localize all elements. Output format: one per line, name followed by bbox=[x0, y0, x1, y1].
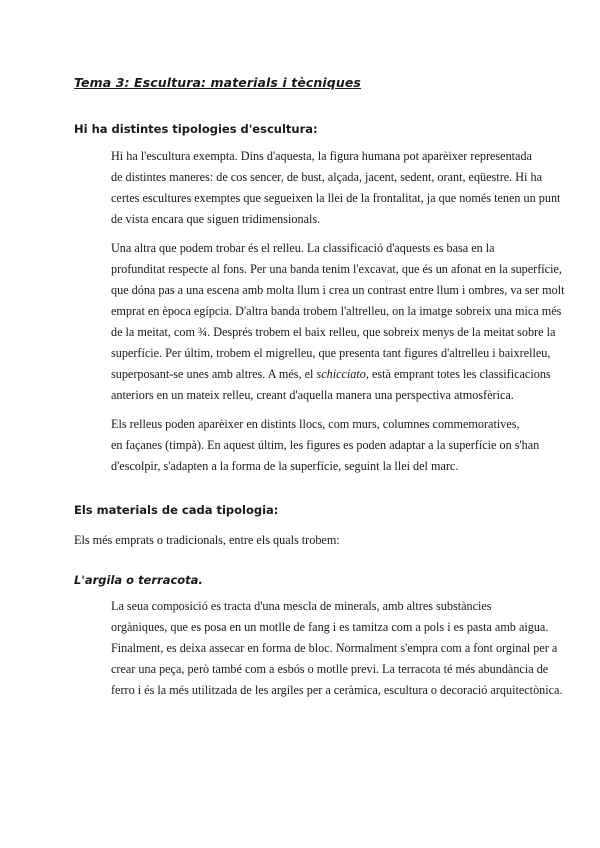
text-line: orgàniques, que es posa en un motlle de fang i es tamitza com a pols i es pasta amb aigua. bbox=[111, 620, 549, 634]
paragraph-llocs bbox=[74, 414, 540, 477]
italic-term: schicciato bbox=[316, 367, 366, 381]
text-line: de vista encara que siguen tridimensionals. bbox=[111, 212, 321, 226]
text-line: Els relleus poden aparèixer en distints llocs, com murs, columnes commemoratives, bbox=[111, 417, 520, 431]
text-line: de distintes maneres: de cos sencer, de bust, alçada, jacent, sedent, orant, eqüestre. Hi ha bbox=[111, 170, 542, 184]
text-line: Finalment, es deixa assecar en forma de bloc. Normalment s'empra com a font orginal per a bbox=[111, 641, 558, 655]
text-line: de la meitat, com ¾. Després trobem el baix relleu, que sobreix menys de la meitat sobre la bbox=[111, 325, 556, 339]
text-line-schicciato bbox=[74, 364, 551, 385]
paragraph-relleu bbox=[74, 238, 565, 406]
text-segment: , està emprant totes les classificacions bbox=[365, 367, 551, 381]
text-line: anteriors en un mateix relleu, creant d'aquella manera una perspectiva atmosfèrica. bbox=[111, 388, 514, 402]
paragraph-intro bbox=[74, 530, 529, 551]
paragraph-argila bbox=[74, 596, 563, 701]
text-line: crear una peça, però també com a esbós o motlle previ. La terracota té més abundància de bbox=[111, 662, 549, 676]
text-line: La seua composició es tracta d'una mescla de minerals, amb altres substàncies bbox=[111, 599, 492, 613]
text-line: Hi ha l'escultura exempta. Dins d'aquesta, la figura humana pot aparèixer representada bbox=[111, 149, 532, 163]
paragraph-exempta bbox=[74, 146, 561, 230]
text-line: superfície. Per últim, trobem el migrelleu, que presenta tant figures d'altrelleu i baixrelleu, bbox=[111, 346, 551, 360]
text-line: emprat en època egípcia. D'altra banda trobem l'altrelleu, on la imatge sobreix una mica més bbox=[111, 304, 562, 318]
text-line: profunditat respecte al fons. Per una banda tenim l'excavat, que és un afonat en la superfície, bbox=[111, 262, 562, 276]
text-line: d'escolpir, s'adapten a la forma de la superfície, seguint la llei del marc. bbox=[111, 459, 459, 473]
section-heading-typologies: Hi ha distintes tipologies d'escultura: bbox=[74, 122, 318, 136]
document-title: Tema 3: Escultura: materials i tècniques bbox=[74, 75, 361, 90]
text-segment: superposant-se unes amb altres. A més, el bbox=[111, 367, 317, 381]
section-heading-materials: Els materials de cada tipologia: bbox=[74, 503, 279, 517]
text-line: que dóna pas a una escena amb molta llum i crea un contrast entre llum i ombres, va ser molt bbox=[111, 283, 565, 297]
subheading-argila: L'argila o terracota. bbox=[74, 573, 203, 587]
text-line: en façanes (timpà). En aquest últim, les figures es poden adaptar a la superfície on s'han bbox=[111, 438, 540, 452]
text-line: Una altra que podem trobar és el relleu. La classificació d'aquests es basa en la bbox=[111, 241, 495, 255]
text-line: certes escultures exemptes que segueixen la llei de la frontalitat, ja que només tenen un punt bbox=[111, 191, 561, 205]
text-line: Els més emprats o tradicionals, entre els quals trobem: bbox=[74, 533, 340, 547]
text-line: ferro i és la més utilitzada de les argiles per a ceràmica, escultura o decoració arquitectònica. bbox=[111, 683, 563, 697]
